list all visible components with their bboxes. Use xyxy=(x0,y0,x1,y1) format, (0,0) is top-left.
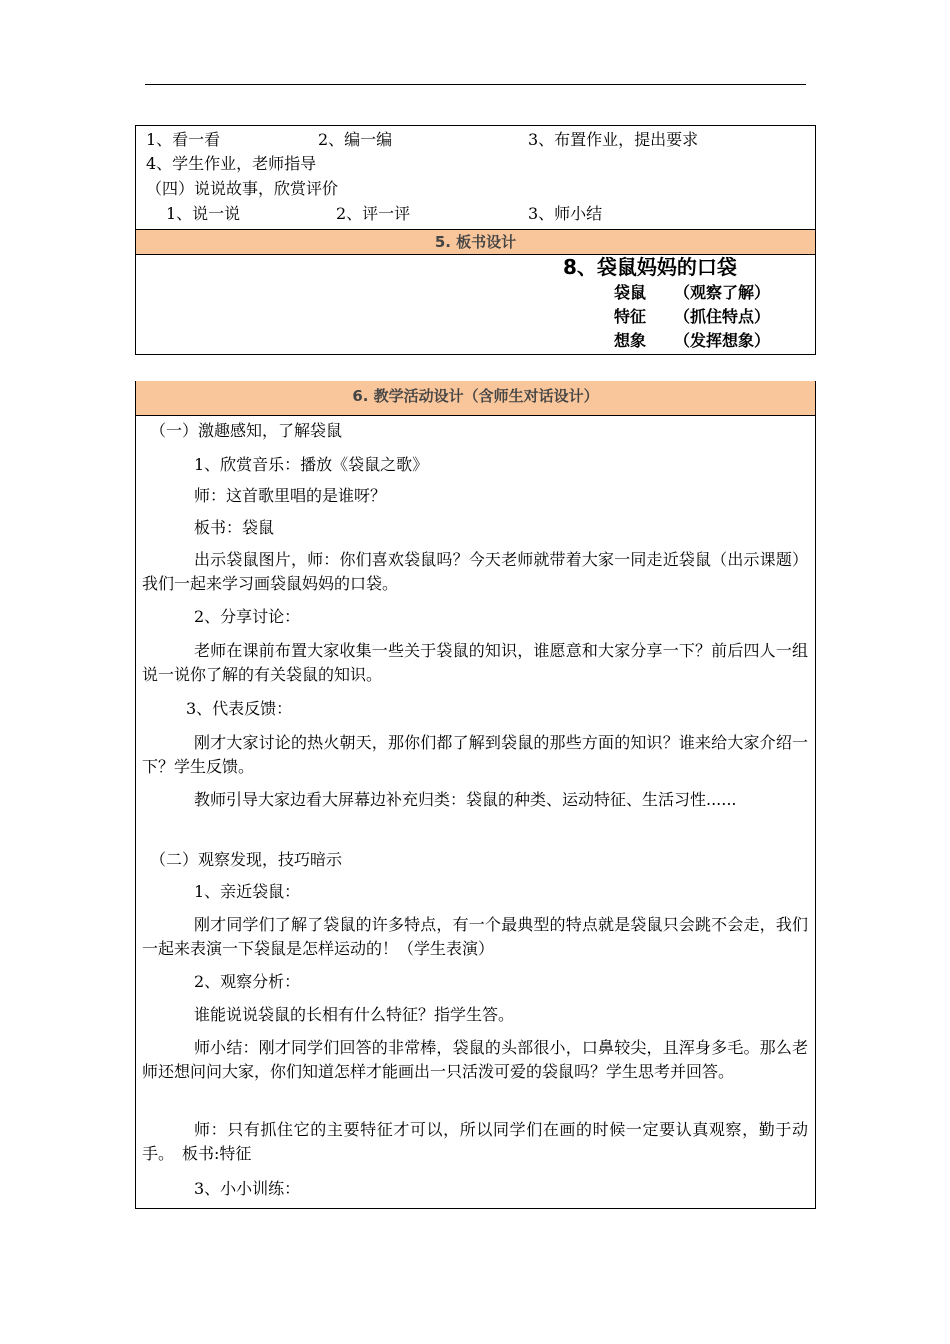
step-assign: 3、布置作业，提出要求 xyxy=(528,130,699,149)
board-row xyxy=(614,331,771,351)
board-row xyxy=(614,283,771,303)
board-note: （发挥想象） xyxy=(674,331,771,350)
activity-line: 1、亲近袋鼠： xyxy=(194,882,301,901)
activity-line: 2、分享讨论： xyxy=(194,607,301,626)
section-6-header: 6. 教学活动设计（含师生对话设计） xyxy=(136,381,815,416)
step-say: 1、说一说 xyxy=(166,204,241,223)
activity-paragraph: 刚才同学们了解了袋鼠的许多特点，有一个最典型的特点就是袋鼠只会跳不会走，我们一起来表演一下袋鼠是怎样运动的！（学生表演） xyxy=(142,915,808,958)
subsection-heading: （二）观察发现，技巧暗示 xyxy=(150,850,343,869)
activity-paragraph: 老师在课前布置大家收集一些关于袋鼠的知识，谁愿意和大家分享一下？前后四人一组说一说你了解的有关袋鼠的知识。 xyxy=(142,641,808,684)
activity-paragraph: 出示袋鼠图片，师：你们喜欢袋鼠吗？今天老师就带着大家一同走近袋鼠（出示课题）我们一起来学习画袋鼠妈妈的口袋。 xyxy=(142,550,808,593)
board-note: （抓住特点） xyxy=(674,307,771,326)
activity-line: 板书：袋鼠 xyxy=(194,518,275,537)
activity-line: 3、代表反馈： xyxy=(186,699,293,718)
procedure-box xyxy=(135,125,816,355)
activity-paragraph: 教师引导大家边看大屏幕边补充归类：袋鼠的种类、运动特征、生活习性...... xyxy=(194,790,737,809)
activity-line: 2、观察分析： xyxy=(194,972,301,991)
activity-paragraph: 师小结：刚才同学们回答的非常棒，袋鼠的头部很小，口鼻较尖，且浑身多毛。那么老师还想问问大家，你们知道怎样才能画出一只活泼可爱的袋鼠吗？学生思考并回答。 xyxy=(142,1038,808,1081)
activity-line: 1、欣赏音乐：播放《袋鼠之歌》 xyxy=(194,455,429,474)
step-student-work: 4、学生作业，老师指导 xyxy=(146,154,317,173)
board-row xyxy=(614,307,771,327)
activity-line: 3、小小训练： xyxy=(194,1179,301,1198)
header-rule xyxy=(145,84,806,85)
board-title: 8、袋鼠妈妈的口袋 xyxy=(563,255,737,279)
subsection-heading: （一）激趣感知，了解袋鼠 xyxy=(150,421,343,440)
activity-line: 谁能说说袋鼠的长相有什么特征？指学生答。 xyxy=(194,1005,515,1024)
activity-design-box xyxy=(135,381,816,1209)
step-four-heading: （四）说说故事，欣赏评价 xyxy=(146,179,339,198)
activity-paragraph: 师：只有抓住它的主要特征才可以，所以同学们在画的时候一定要认真观察，勤于动手。 板书:特征 xyxy=(142,1120,808,1163)
board-term: 特征 xyxy=(614,307,647,326)
step-compose: 2、编一编 xyxy=(318,130,393,149)
activity-line: 师：这首歌里唱的是谁呀？ xyxy=(194,486,387,505)
step-look: 1、看一看 xyxy=(146,130,221,149)
activity-paragraph: 刚才大家讨论的热火朝天，那你们都了解到袋鼠的那些方面的知识？谁来给大家介绍一下？学生反馈。 xyxy=(142,733,808,776)
step-evaluate: 2、评一评 xyxy=(336,204,411,223)
board-term: 想象 xyxy=(614,331,647,350)
step-summary: 3、师小结 xyxy=(528,204,603,223)
board-note: （观察了解） xyxy=(674,283,771,302)
section-5-header: 5. 板书设计 xyxy=(136,229,815,255)
board-term: 袋鼠 xyxy=(614,283,647,302)
